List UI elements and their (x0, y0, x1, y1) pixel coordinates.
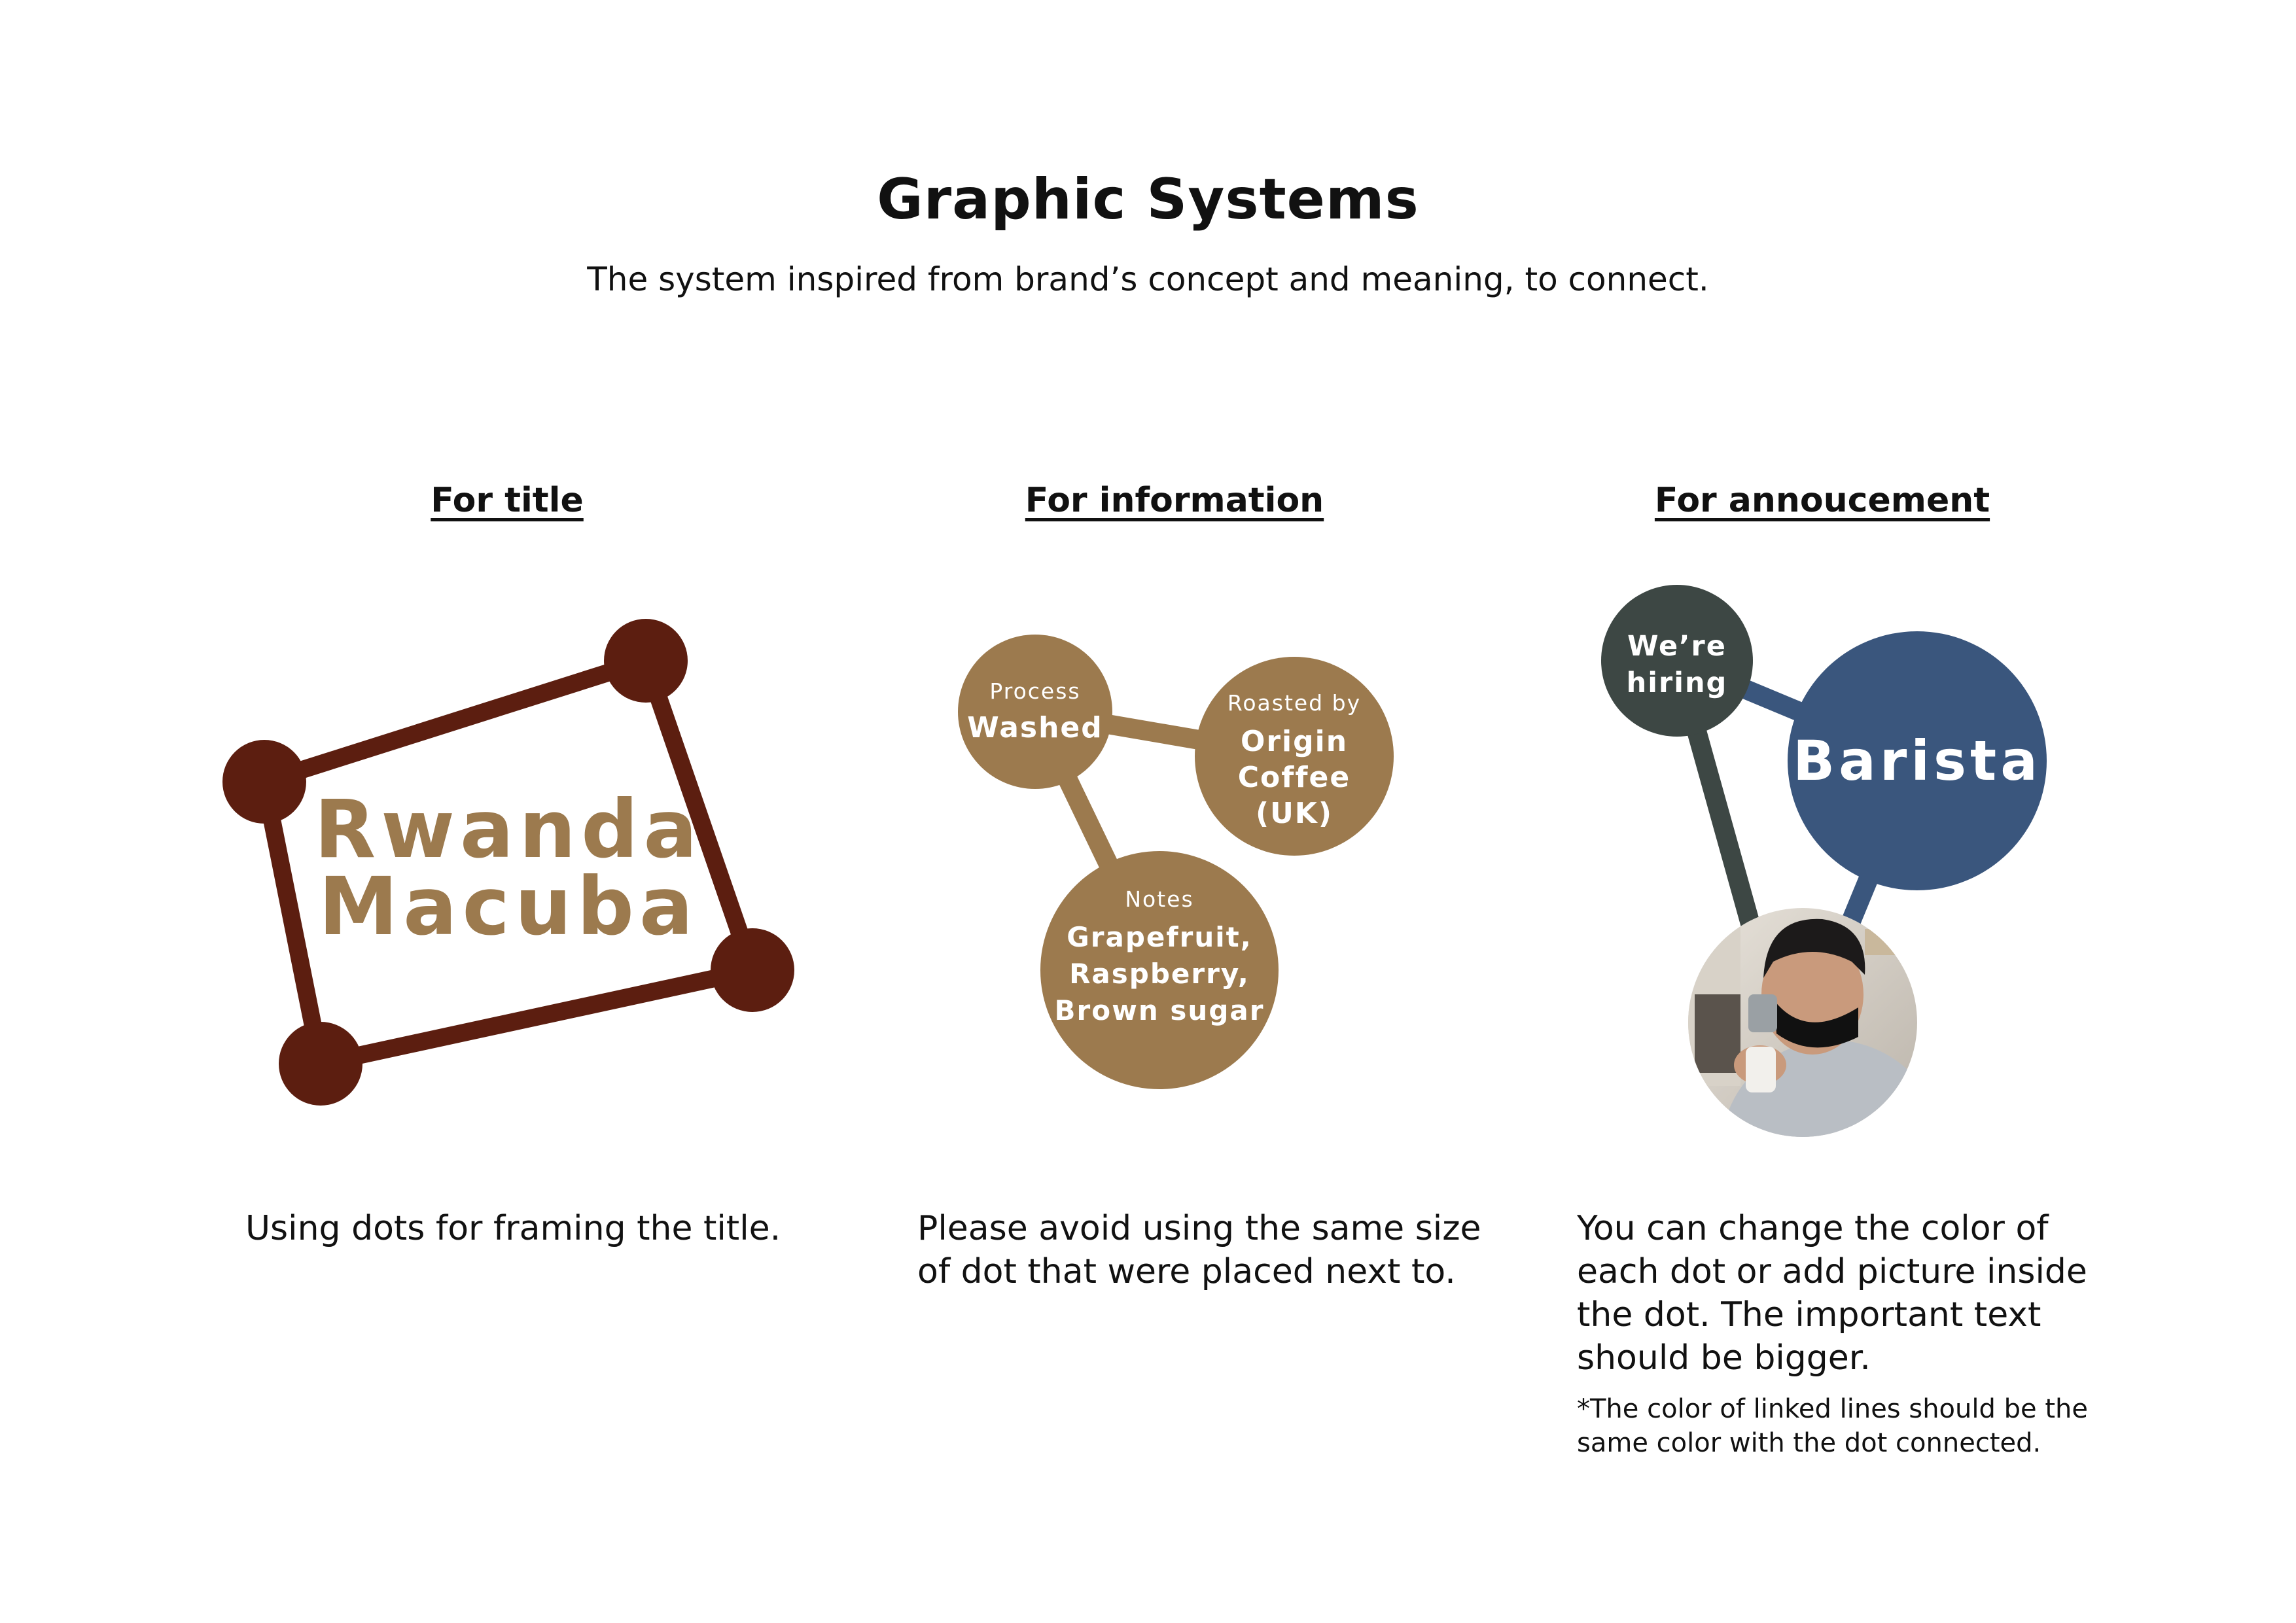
frame-dot-bottom-left (279, 1022, 362, 1106)
announcement-example (1601, 585, 2047, 1263)
description-line: Please avoid using the same size (917, 1209, 1481, 1248)
dot-were-hiring-line-1: We’re (1627, 630, 1727, 663)
page-title: Graphic Systems (877, 167, 1419, 232)
bubble-process-label: Process (989, 678, 1081, 704)
bubble-notes-value-3: Brown sugar (1054, 994, 1265, 1026)
description-line: of dot that were placed next to. (917, 1252, 1456, 1291)
frame-dot-top-right (604, 619, 688, 703)
description-line: should be bigger. (1577, 1338, 1871, 1378)
bubble-notes-label: Notes (1125, 886, 1194, 912)
description-line: each dot or add picture inside (1577, 1252, 2087, 1291)
dot-were-hiring-line-2: hiring (1626, 667, 1728, 699)
title-line-1: Rwanda (314, 783, 703, 876)
footnote-line: same color with the dot connected. (1577, 1428, 2041, 1458)
description-for-title (245, 1207, 781, 1250)
bubble-roasted-value-3: (UK) (1255, 797, 1333, 830)
description-line: You can change the color of (1577, 1209, 2049, 1248)
description-line: Using dots for framing the title. (245, 1209, 781, 1248)
description-for-announcement (1577, 1207, 2087, 1380)
description-for-information (917, 1207, 1481, 1293)
bubble-process-value: Washed (967, 711, 1103, 744)
title-line-2: Macuba (318, 860, 699, 953)
bubble-roasted-value-1: Origin (1240, 725, 1349, 758)
title-frame-example (222, 619, 794, 1106)
bubble-roasted-label: Roasted by (1227, 690, 1362, 716)
bubble-roasted-value-2: Coffee (1237, 761, 1351, 794)
bubble-notes-value-1: Grapefruit, (1067, 921, 1252, 953)
footnote-linked-lines (1577, 1392, 2100, 1460)
bubble-notes-value-2: Raspberry, (1069, 958, 1250, 990)
heading-for-information: For information (1025, 481, 1324, 520)
information-bubbles-example (958, 635, 1394, 1089)
page-subtitle: The system inspired from brand’s concept and meaning, to connect. (587, 260, 1709, 298)
frame-dot-top-left (222, 740, 306, 824)
frame-dot-bottom-right (711, 928, 794, 1012)
footnote-line: *The color of linked lines should be the (1577, 1394, 2088, 1424)
description-line: the dot. The important text (1577, 1295, 2041, 1335)
heading-for-announcement: For annoucement (1654, 481, 1990, 520)
dot-barista-text: Barista (1793, 729, 2041, 793)
heading-for-title: For title (431, 481, 584, 520)
